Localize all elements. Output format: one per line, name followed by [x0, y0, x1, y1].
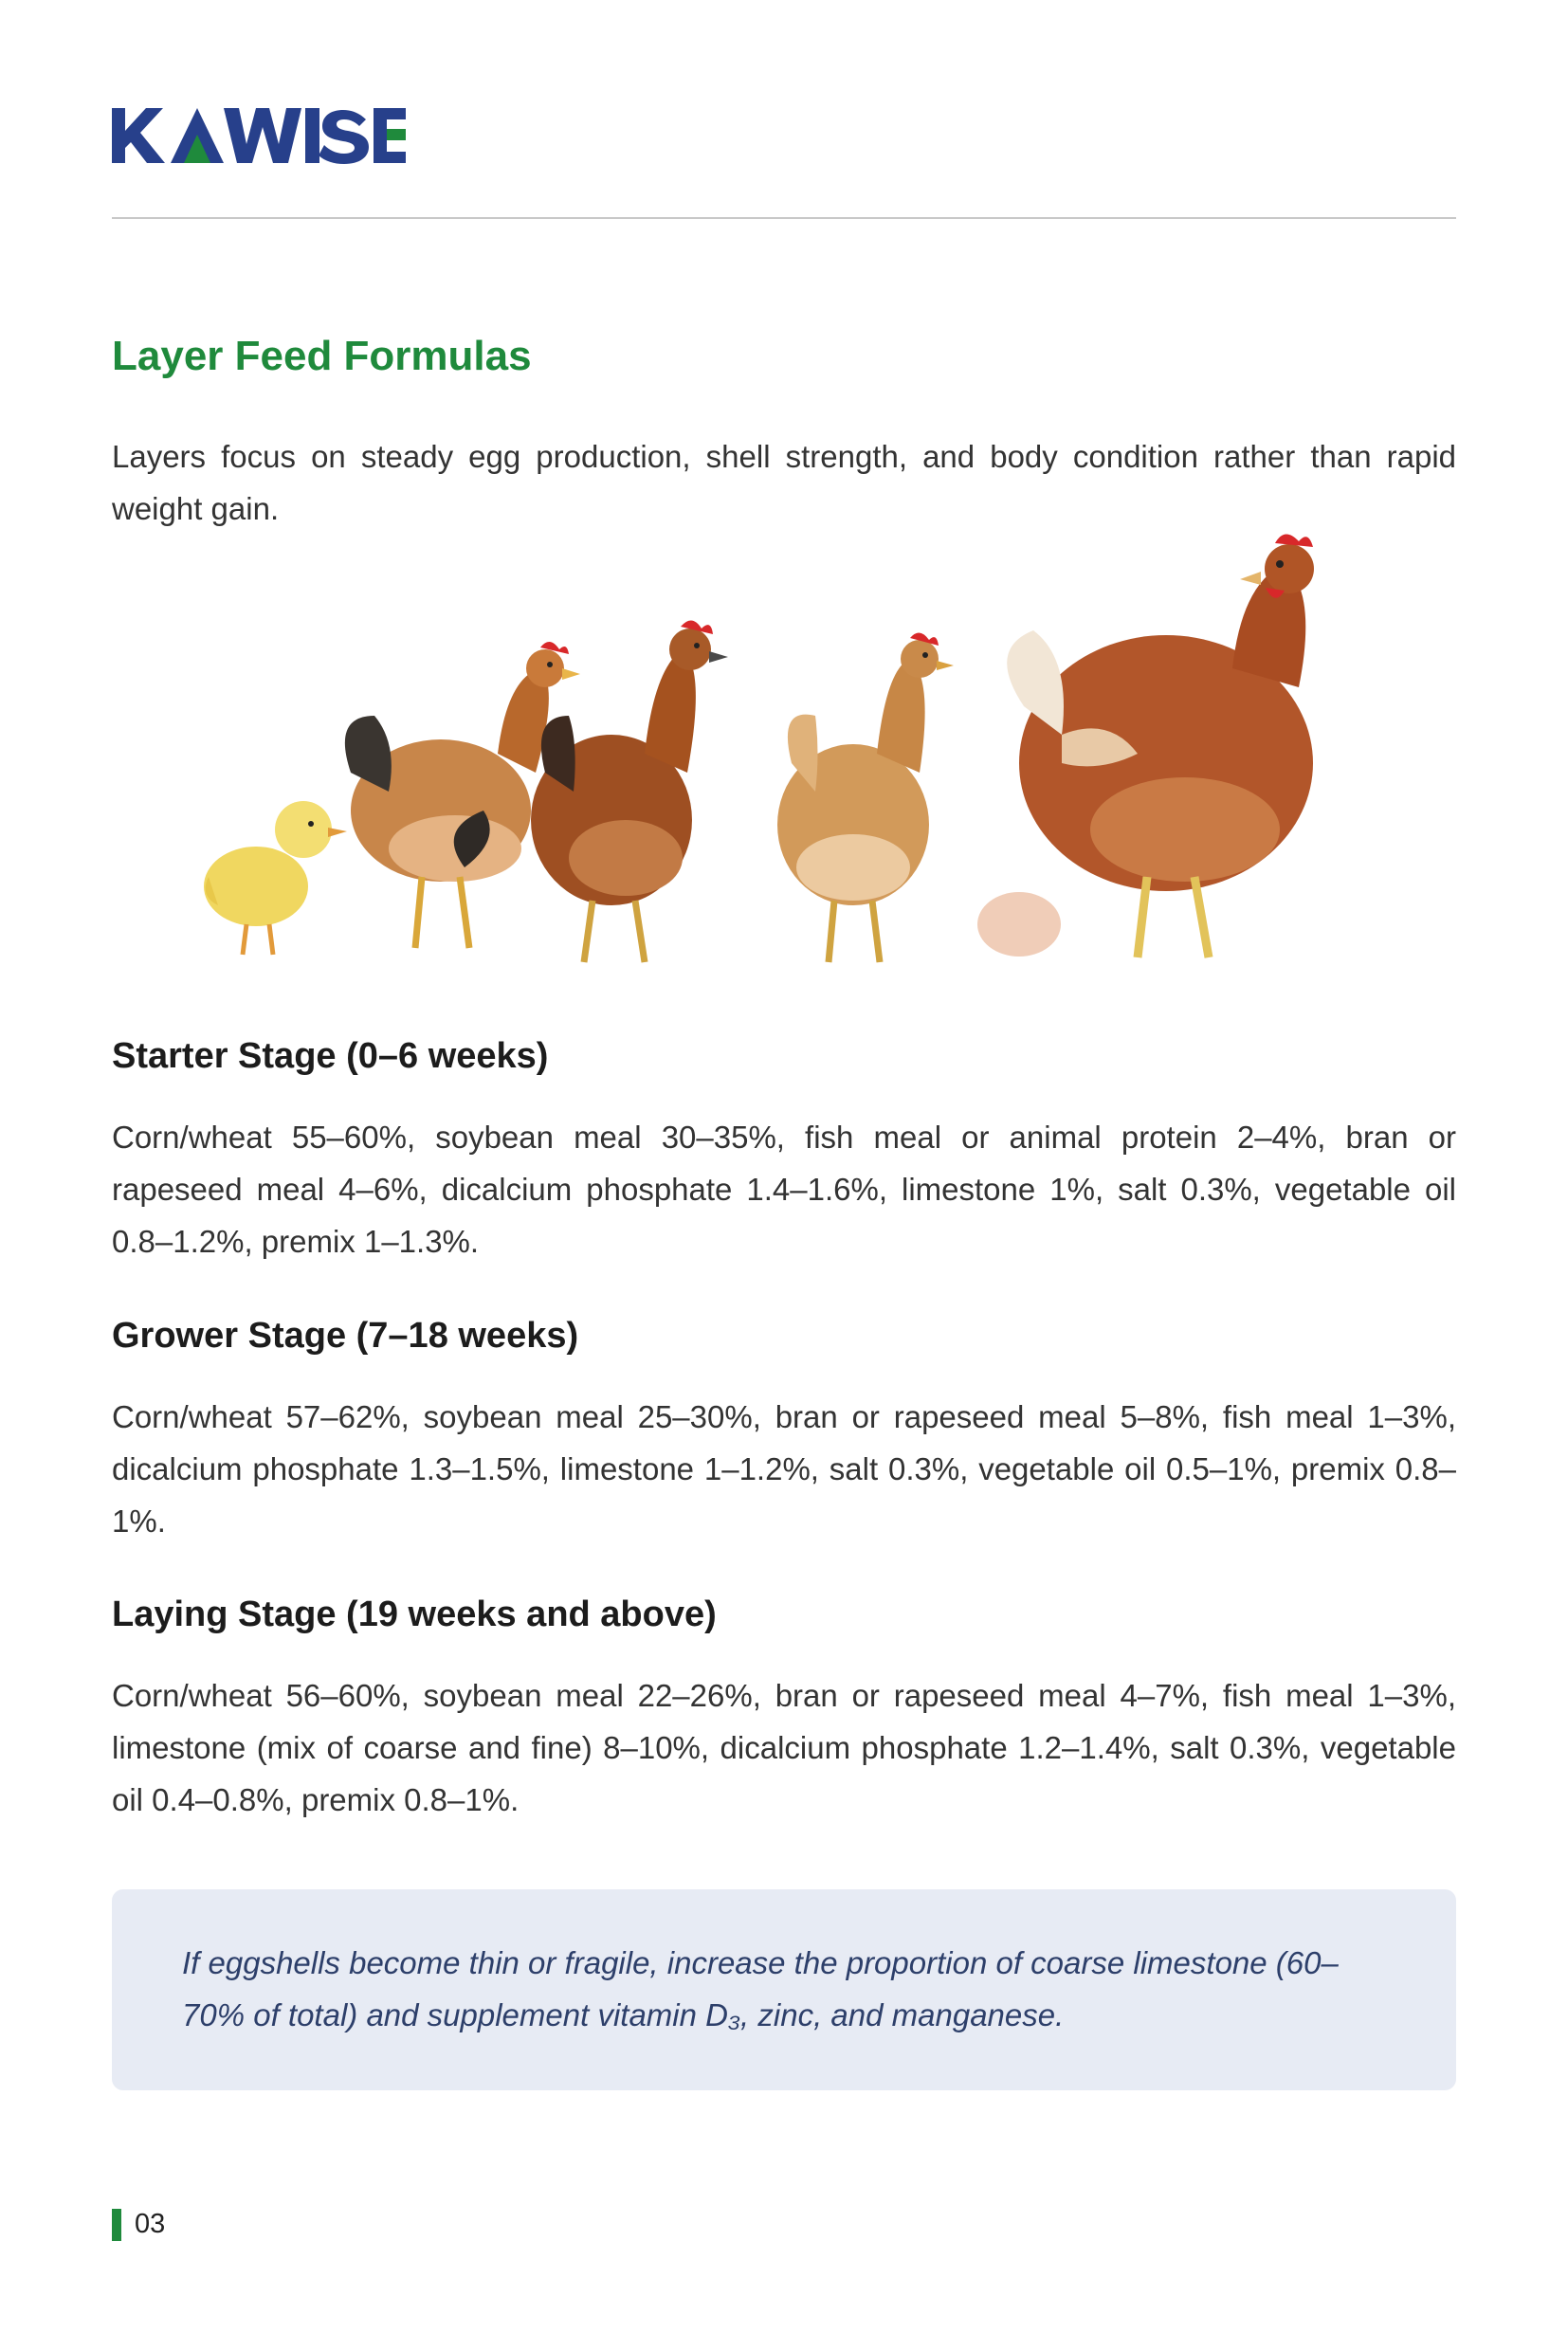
laying-stage-heading: Laying Stage (19 weeks and above)	[112, 1595, 717, 1634]
kawise-logo-mark	[112, 106, 406, 165]
chicken-growth-stages-illustration	[171, 526, 1403, 981]
laying-hen-image	[1007, 534, 1314, 957]
page-number-marker	[112, 2209, 121, 2241]
tip-callout	[112, 1889, 1456, 2090]
buff-hen-image	[777, 632, 954, 962]
section-title: Layer Feed Formulas	[112, 333, 532, 379]
intro-paragraph: Layers focus on steady egg production, shell strength, and body condition rather than rapid weight gain.	[112, 439, 1456, 526]
grower-stage-heading: Grower Stage (7–18 weeks)	[112, 1316, 579, 1356]
grower-stage-text: Corn/wheat 57–62%, soybean meal 25–30%, bran or rapeseed meal 5–8%, fish meal 1–3%, dicalcium phosphate 1.3–1.5%, limestone 1–1.2%, salt 0.3%, vegetable oil 0.5–1%, premix 0.8–1%.	[112, 1399, 1456, 1539]
header-divider	[112, 217, 1456, 219]
starter-stage-text: Corn/wheat 55–60%, soybean meal 30–35%, fish meal or animal protein 2–4%, bran or rapeseed meal 4–6%, dicalcium phosphate 1.4–1.6%, limestone 1%, salt 0.3%, vegetable oil 0.8–1.2%, premix 1–1.3%.	[112, 1120, 1456, 1259]
page-number: 03	[135, 2209, 166, 2239]
egg-image	[977, 892, 1061, 957]
chick-image	[204, 801, 347, 955]
laying-stage-text: Corn/wheat 56–60%, soybean meal 22–26%, bran or rapeseed meal 4–7%, fish meal 1–3%, limestone (mix of coarse and fine) 8–10%, dicalcium phosphate 1.2–1.4%, salt 0.3%, vegetable oil 0.4–0.8%, premix 0.8–1%.	[112, 1678, 1456, 1817]
tip-text: If eggshells become thin or fragile, increase the proportion of coarse limestone (60–70% of total) and supplement vitamin D₃, zinc, and manganese.	[182, 1945, 1339, 2032]
kawise-logo	[112, 106, 406, 165]
starter-stage-heading: Starter Stage (0–6 weeks)	[112, 1036, 549, 1076]
